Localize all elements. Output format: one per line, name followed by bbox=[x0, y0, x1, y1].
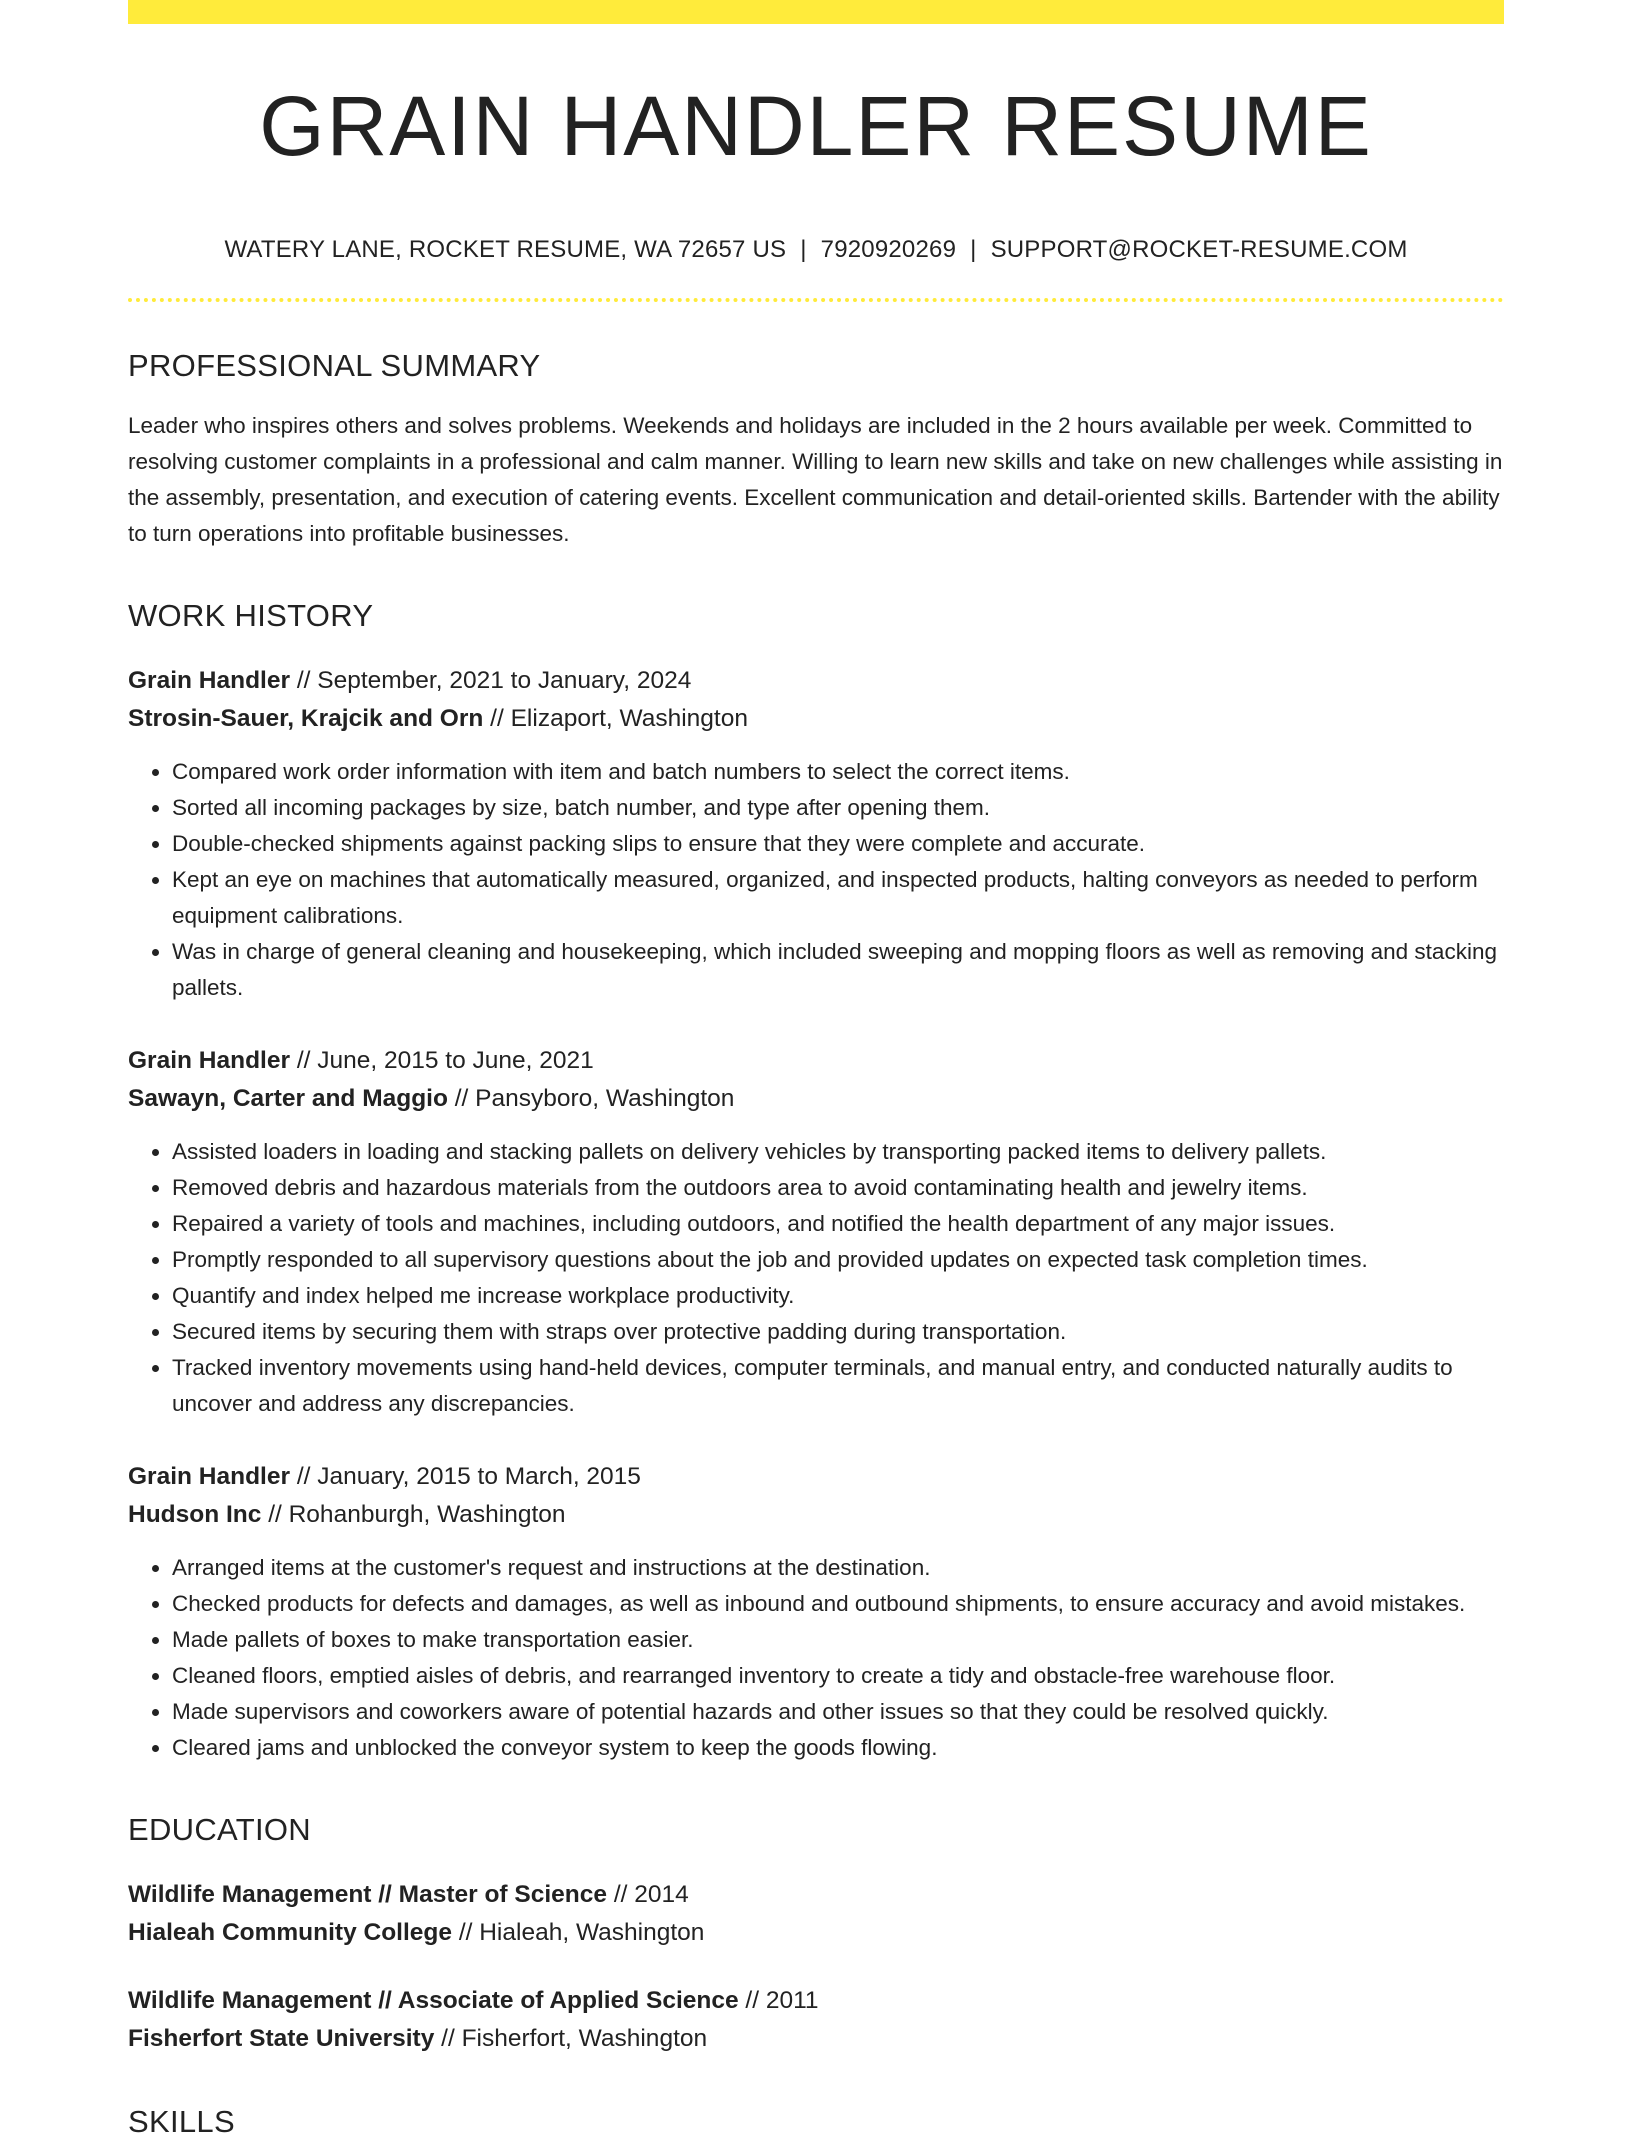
education-heading: EDUCATION bbox=[128, 1812, 311, 1847]
summary-text: Leader who inspires others and solves problems. Weekends and holidays are included in the 2 hours available per week. Committed to resolving customer complaints in a professional and calm manner. Willing to learn new skills and take on new challenges while assisting in the assembly, presentation, and execution of catering events. Excellent communication and detail-oriented skills. Bartender with the ability to turn operations into profitable businesses. bbox=[128, 413, 1503, 546]
job-title-line bbox=[128, 1458, 1504, 1496]
job-title: Grain Handler bbox=[128, 1463, 291, 1490]
education-school-line bbox=[128, 2020, 1504, 2058]
job-entry bbox=[128, 662, 1504, 1006]
contact-email: SUPPORT@ROCKET-RESUME.COM bbox=[990, 236, 1408, 263]
job-dates: // September, 2021 to January, 2024 bbox=[290, 667, 692, 694]
job-bullet-list bbox=[128, 1550, 1504, 1766]
job-title-line bbox=[128, 1042, 1504, 1080]
job-bullet: • Assisted loaders in loading and stacking pallets on delivery vehicles by transporting packed items to delivery pallets. bbox=[172, 1134, 1504, 1170]
job-bullet-list bbox=[128, 754, 1504, 1006]
job-bullet: • Arranged items at the customer's request and instructions at the destination. bbox=[172, 1550, 1504, 1586]
education-entry bbox=[128, 1982, 1504, 2058]
job-bullet: • Repaired a variety of tools and machines, including outdoors, and notified the health department of any major issues. bbox=[172, 1206, 1504, 1242]
job-location: // Rohanburgh, Washington bbox=[261, 1501, 566, 1528]
job-company: Hudson Inc bbox=[128, 1501, 262, 1528]
education-location: // Fisherfort, Washington bbox=[434, 2025, 708, 2052]
summary-heading: PROFESSIONAL SUMMARY bbox=[128, 348, 541, 383]
education-degree: Wildlife Management // Associate of Applied Science bbox=[128, 1987, 739, 2014]
job-company: Strosin-Sauer, Krajcik and Orn bbox=[128, 705, 484, 732]
job-bullet: • Was in charge of general cleaning and housekeeping, which included sweeping and mopping floors as well as removing and stacking pallets. bbox=[172, 934, 1504, 1006]
job-bullet: • Made supervisors and coworkers aware of potential hazards and other issues so that they could be resolved quickly. bbox=[172, 1694, 1504, 1730]
education-degree: Wildlife Management // Master of Science bbox=[128, 1881, 608, 1908]
job-bullet: • Quantify and index helped me increase workplace productivity. bbox=[172, 1278, 1504, 1314]
job-entry bbox=[128, 1042, 1504, 1422]
job-company: Sawayn, Carter and Maggio bbox=[128, 1085, 448, 1112]
job-bullet: • Double-checked shipments against packing slips to ensure that they were complete and accurate. bbox=[172, 826, 1504, 862]
job-title: Grain Handler bbox=[128, 667, 291, 694]
skills-heading: SKILLS bbox=[128, 2104, 235, 2139]
job-bullet: • Promptly responded to all supervisory questions about the job and provided updates on expected task completion times. bbox=[172, 1242, 1504, 1278]
education-year: // 2011 bbox=[738, 1987, 819, 2014]
job-bullet: • Cleaned floors, emptied aisles of debris, and rearranged inventory to create a tidy and obstacle-free warehouse floor. bbox=[172, 1658, 1504, 1694]
job-dates: // January, 2015 to March, 2015 bbox=[290, 1463, 641, 1490]
job-bullet-list bbox=[128, 1134, 1504, 1422]
job-bullet: • Tracked inventory movements using hand-held devices, computer terminals, and manual entry, and conducted naturally audits to uncover and address any discrepancies. bbox=[172, 1350, 1504, 1422]
work-history-heading: WORK HISTORY bbox=[128, 598, 374, 633]
education-school: Hialeah Community College bbox=[128, 1919, 453, 1946]
job-bullet: • Secured items by securing them with straps over protective padding during transportation. bbox=[172, 1314, 1504, 1350]
job-bullet: • Removed debris and hazardous materials from the outdoors area to avoid contaminating health and jewelry items. bbox=[172, 1170, 1504, 1206]
job-title: Grain Handler bbox=[128, 1047, 291, 1074]
job-title-line bbox=[128, 662, 1504, 700]
job-entry bbox=[128, 1458, 1504, 1766]
job-bullet: • Cleared jams and unblocked the conveyor system to keep the goods flowing. bbox=[172, 1730, 1504, 1766]
contact-address: WATERY LANE, ROCKET RESUME, WA 72657 US bbox=[224, 236, 787, 263]
job-bullet: • Kept an eye on machines that automatically measured, organized, and inspected products, halting conveyors as needed to perform equipment calibrations. bbox=[172, 862, 1504, 934]
accent-top-bar bbox=[128, 0, 1504, 24]
job-location: // Pansyboro, Washington bbox=[447, 1085, 735, 1112]
contact-phone: 7920920269 bbox=[820, 236, 957, 263]
job-company-line bbox=[128, 1080, 1504, 1118]
job-company-line bbox=[128, 1496, 1504, 1534]
education-entry bbox=[128, 1876, 1504, 1952]
education-location: // Hialeah, Washington bbox=[452, 1919, 705, 1946]
job-company-line bbox=[128, 700, 1504, 738]
job-dates: // June, 2015 to June, 2021 bbox=[290, 1047, 594, 1074]
job-bullet: • Sorted all incoming packages by size, batch number, and type after opening them. bbox=[172, 790, 1504, 826]
education-degree-line bbox=[128, 1982, 1504, 2020]
job-bullet: • Made pallets of boxes to make transportation easier. bbox=[172, 1622, 1504, 1658]
education-school: Fisherfort State University bbox=[128, 2025, 435, 2052]
job-bullet: • Compared work order information with item and batch numbers to select the correct items. bbox=[172, 754, 1504, 790]
contact-line bbox=[128, 236, 1504, 264]
education-degree-line bbox=[128, 1876, 1504, 1914]
education-year: // 2014 bbox=[607, 1881, 689, 1908]
job-bullet: • Checked products for defects and damages, as well as inbound and outbound shipments, to ensure accuracy and avoid mistakes. bbox=[172, 1586, 1504, 1622]
contact-separator: | bbox=[800, 236, 807, 263]
education-school-line bbox=[128, 1914, 1504, 1952]
resume-title: GRAIN HANDLER RESUME bbox=[259, 79, 1373, 173]
job-location: // Elizaport, Washington bbox=[483, 705, 748, 732]
contact-separator: | bbox=[970, 236, 977, 263]
dotted-divider bbox=[128, 298, 1504, 302]
